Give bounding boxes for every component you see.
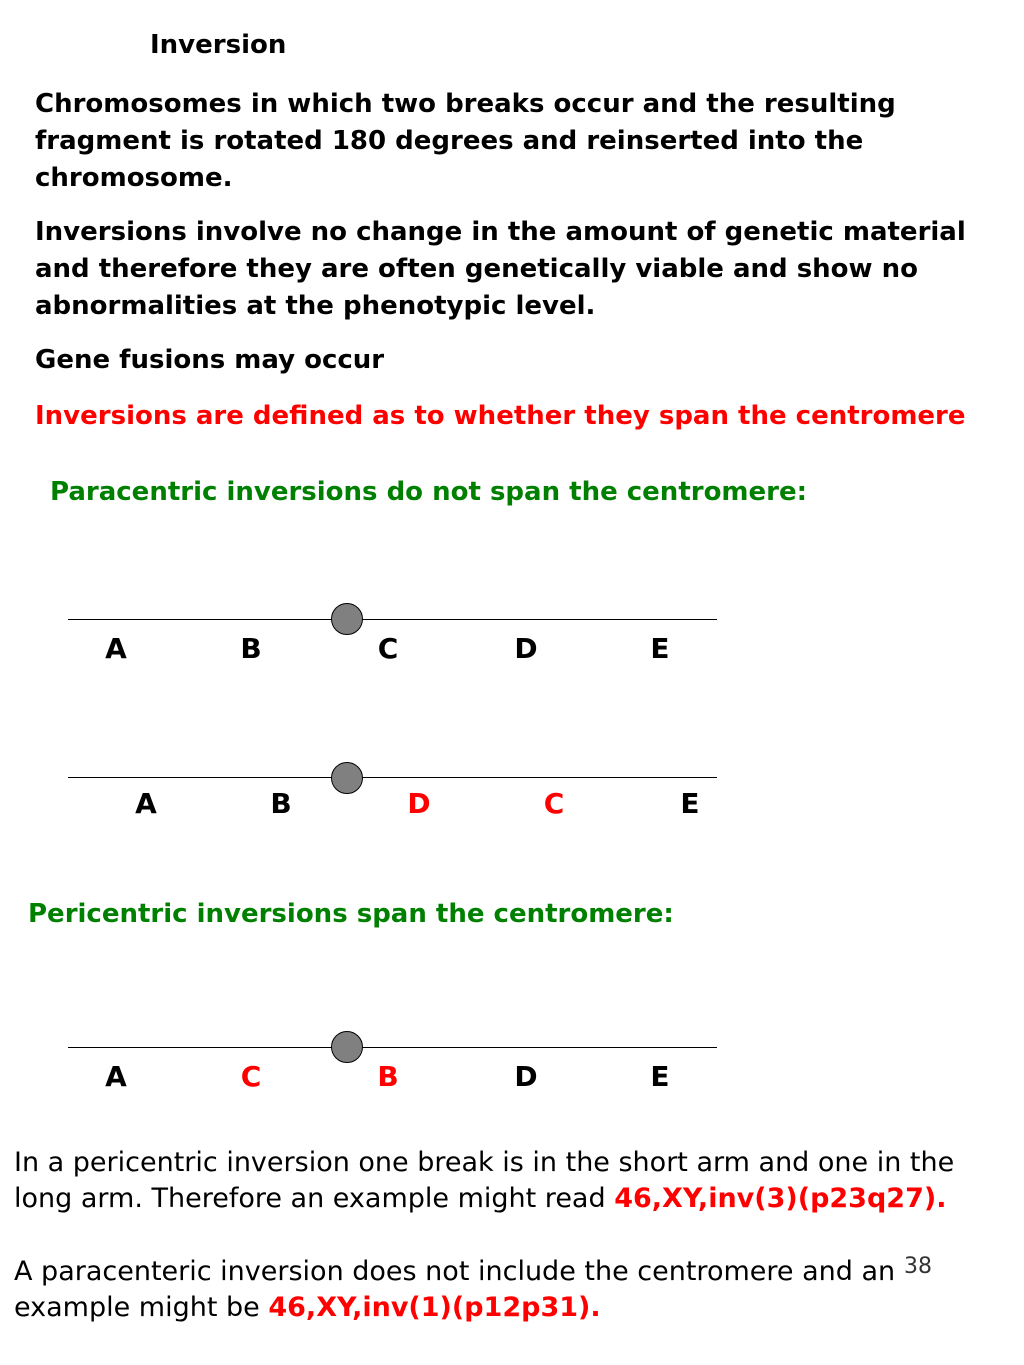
pericentric-heading: Pericentric inversions span the centromere: xyxy=(28,899,674,929)
chromosome-line xyxy=(68,619,717,620)
centromere-circle xyxy=(331,1031,363,1063)
gene-label: E xyxy=(650,1060,670,1093)
paracentric-explanation xyxy=(14,1254,1014,1326)
paragraph-definition: Chromosomes in which two breaks occur and the resulting fragment is rotated 180 degrees and reinserted into the chromosome. xyxy=(35,89,896,193)
pericentric-explanation-text: In a pericentric inversion one break is in the short arm and one in the long arm. Therefore an example might read xyxy=(14,1147,955,1214)
gene-label: D xyxy=(514,632,538,665)
definition-statement: Inversions are defined as to whether they span the centromere xyxy=(35,401,966,431)
gene-label: A xyxy=(105,632,127,665)
page-number: 38 xyxy=(904,1254,932,1279)
centromere-circle xyxy=(331,603,363,635)
gene-label: B xyxy=(240,632,262,665)
gene-label-inverted: C xyxy=(543,787,565,820)
gene-label: A xyxy=(135,787,157,820)
paracentric-heading: Paracentric inversions do not span the centromere: xyxy=(50,477,808,507)
gene-label-inverted: B xyxy=(377,1060,399,1093)
pericentric-explanation xyxy=(14,1145,1014,1217)
gene-label: C xyxy=(377,632,399,665)
slide-title: Inversion xyxy=(150,30,287,60)
gene-label: D xyxy=(514,1060,538,1093)
gene-label: B xyxy=(270,787,292,820)
paragraph-genetic-material: Inversions involve no change in the amount of genetic material and therefore they are often genetically viable and show no abnormalities at the phenotypic level. xyxy=(35,217,966,321)
paracentric-explanation-text: A paracenteric inversion does not include the centromere and an example might be xyxy=(14,1256,896,1323)
pericentric-example-karyotype: 46,XY,inv(3)(p23q27). xyxy=(614,1183,947,1214)
paracentric-example-karyotype: 46,XY,inv(1)(p12p31). xyxy=(268,1292,601,1323)
gene-label: E xyxy=(650,632,670,665)
gene-label: A xyxy=(105,1060,127,1093)
gene-label-inverted: D xyxy=(407,787,431,820)
chromosome-line xyxy=(68,1047,717,1048)
gene-label-inverted: C xyxy=(240,1060,262,1093)
paragraph-gene-fusions: Gene fusions may occur xyxy=(35,345,385,375)
gene-label: E xyxy=(680,787,700,820)
centromere-circle xyxy=(331,762,363,794)
chromosome-line xyxy=(68,777,717,778)
